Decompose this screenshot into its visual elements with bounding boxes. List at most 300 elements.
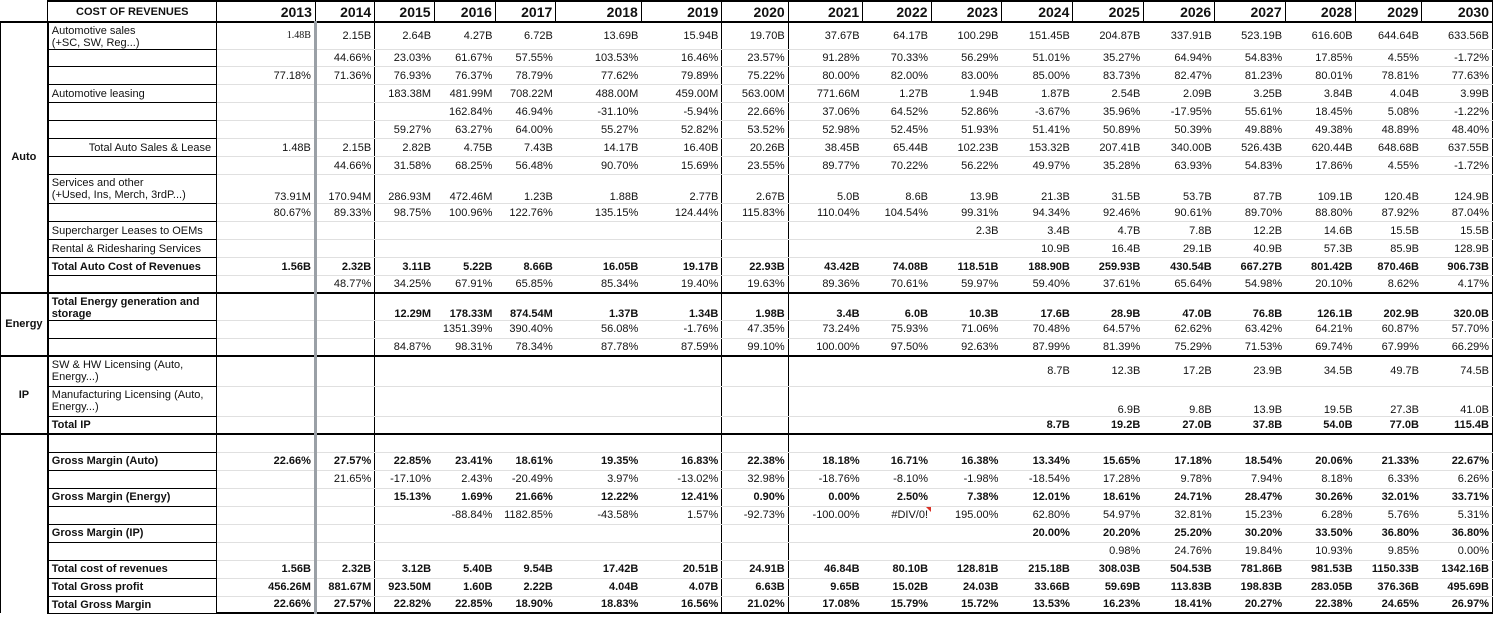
value-cell[interactable]: 151.45B [1001,22,1072,50]
value-cell[interactable]: 51.01% [1001,50,1072,67]
value-cell[interactable]: 24.03B [931,578,1001,596]
value-cell[interactable]: 17.85% [1285,50,1355,67]
value-cell[interactable]: 81.39% [1073,338,1143,356]
value-cell[interactable]: 52.82% [641,121,721,139]
value-cell[interactable]: 16.23% [1073,596,1143,613]
value-cell[interactable]: 30.20% [1215,524,1285,542]
value-cell[interactable]: 17.28% [1073,470,1143,488]
value-cell[interactable] [931,386,1001,416]
value-cell[interactable] [931,416,1001,434]
value-cell[interactable] [641,416,721,434]
row-label[interactable]: Total cost of revenues [48,560,217,578]
value-cell[interactable]: 22.93B [722,258,788,276]
value-cell[interactable]: 1150.33B [1356,560,1422,578]
row-label[interactable]: Total Gross profit [48,578,217,596]
value-cell[interactable]: -1.72% [1422,157,1493,175]
value-cell[interactable] [315,386,374,416]
value-cell[interactable]: 18.18% [788,452,862,470]
value-cell[interactable]: 1.48B [217,139,316,157]
value-cell[interactable]: -43.58% [556,506,642,524]
value-cell[interactable]: 17.2B [1143,356,1214,386]
value-cell[interactable]: 34.5B [1285,356,1355,386]
value-cell[interactable]: 7.43B [495,139,555,157]
value-cell[interactable] [217,85,316,103]
year-header[interactable]: 2025 [1073,1,1143,22]
value-cell[interactable]: -17.10% [375,470,434,488]
value-cell[interactable]: 52.45% [863,121,931,139]
value-cell[interactable]: #DIV/0! [863,506,931,524]
value-cell[interactable] [434,222,495,240]
value-cell[interactable]: 188.90B [1001,258,1072,276]
value-cell[interactable]: 85.9B [1356,240,1422,258]
value-cell[interactable]: 488.00M [556,85,642,103]
value-cell[interactable]: 337.91B [1143,22,1214,50]
value-cell[interactable] [495,416,555,434]
value-cell[interactable]: 32.81% [1143,506,1214,524]
value-cell[interactable]: 81.23% [1215,67,1285,85]
value-cell[interactable]: 20.10% [1285,276,1355,293]
value-cell[interactable]: 35.27% [1073,50,1143,67]
value-cell[interactable]: 89.33% [315,204,374,222]
value-cell[interactable]: 104.54% [863,204,931,222]
value-cell[interactable] [1422,434,1493,452]
row-label[interactable] [48,542,217,560]
value-cell[interactable] [315,356,374,386]
value-cell[interactable] [217,542,316,560]
value-cell[interactable]: 75.22% [722,67,788,85]
value-cell[interactable] [315,434,374,452]
value-cell[interactable]: 17.18% [1143,452,1214,470]
value-cell[interactable]: 16.56% [641,596,721,613]
row-label[interactable] [48,470,217,488]
row-label[interactable] [48,356,217,386]
value-cell[interactable] [217,524,316,542]
value-cell[interactable]: 4.55% [1356,157,1422,175]
value-cell[interactable] [315,542,374,560]
value-cell[interactable] [217,50,316,67]
value-cell[interactable]: 33.66B [1001,578,1072,596]
value-cell[interactable]: 13.9B [1215,386,1285,416]
value-cell[interactable] [217,157,316,175]
value-cell[interactable]: 70.48% [1001,320,1072,338]
value-cell[interactable]: 23.41% [434,452,495,470]
value-cell[interactable] [434,542,495,560]
value-cell[interactable]: 8.7B [1001,416,1072,434]
value-cell[interactable]: 74.5B [1422,356,1493,386]
value-cell[interactable]: 24.76% [1143,542,1214,560]
value-cell[interactable] [315,121,374,139]
value-cell[interactable]: 84.87% [375,338,434,356]
table-title[interactable]: COST OF REVENUES [48,1,217,22]
value-cell[interactable]: 51.93% [931,121,1001,139]
value-cell[interactable]: 472.46M [434,175,495,204]
value-cell[interactable]: 12.22% [556,488,642,506]
value-cell[interactable]: 870.46B [1356,258,1422,276]
value-cell[interactable]: 7.38% [931,488,1001,506]
value-cell[interactable]: 4.7B [1073,222,1143,240]
value-cell[interactable] [375,542,434,560]
value-cell[interactable]: 18.41% [1143,596,1214,613]
value-cell[interactable]: 14.6B [1285,222,1355,240]
value-cell[interactable] [375,320,434,338]
value-cell[interactable] [788,542,862,560]
value-cell[interactable] [434,356,495,386]
value-cell[interactable]: 3.84B [1285,85,1355,103]
row-label[interactable]: Gross Margin (Auto) [48,452,217,470]
value-cell[interactable]: 23.55% [722,157,788,175]
value-cell[interactable]: 78.34% [495,338,555,356]
value-cell[interactable]: 110.04% [788,204,862,222]
value-cell[interactable]: 17.42B [556,560,642,578]
value-cell[interactable]: 30.26% [1285,488,1355,506]
value-cell[interactable]: 29.1B [1143,240,1214,258]
value-cell[interactable]: 801.42B [1285,258,1355,276]
year-header[interactable]: 2029 [1356,1,1422,22]
value-cell[interactable]: -100.00% [788,506,862,524]
year-header[interactable]: 2026 [1143,1,1214,22]
value-cell[interactable]: 49.7B [1356,356,1422,386]
value-cell[interactable]: 56.48% [495,157,555,175]
value-cell[interactable]: 22.85% [434,596,495,613]
value-cell[interactable]: 64.17B [863,22,931,50]
year-header[interactable]: 2030 [1422,1,1493,22]
value-cell[interactable]: 16.05B [556,258,642,276]
value-cell[interactable]: 2.82B [375,139,434,157]
value-cell[interactable]: 19.2B [1073,416,1143,434]
value-cell[interactable]: 77.63% [1422,67,1493,85]
value-cell[interactable]: 19.35% [556,452,642,470]
value-cell[interactable] [556,222,642,240]
value-cell[interactable]: 24.65% [1356,596,1422,613]
value-cell[interactable] [863,416,931,434]
year-header[interactable]: 2016 [434,1,495,22]
value-cell[interactable]: 85.34% [556,276,642,293]
value-cell[interactable] [788,240,862,258]
value-cell[interactable] [722,542,788,560]
value-cell[interactable]: 50.39% [1143,121,1214,139]
value-cell[interactable]: 5.76% [1356,506,1422,524]
value-cell[interactable]: 59.27% [375,121,434,139]
row-label[interactable] [48,50,217,67]
value-cell[interactable]: 1.23B [495,175,555,204]
value-cell[interactable]: 64.00% [495,121,555,139]
value-cell[interactable]: 23.57% [722,50,788,67]
value-cell[interactable]: 923.50M [375,578,434,596]
value-cell[interactable] [434,434,495,452]
value-cell[interactable]: 6.33% [1356,470,1422,488]
value-cell[interactable]: 100.96% [434,204,495,222]
value-cell[interactable]: 153.32B [1001,139,1072,157]
value-cell[interactable]: 10.3B [931,293,1001,321]
value-cell[interactable]: 48.77% [315,276,374,293]
value-cell[interactable]: 198.83B [1215,578,1285,596]
value-cell[interactable] [641,240,721,258]
value-cell[interactable]: 215.18B [1001,560,1072,578]
value-cell[interactable]: 80.01% [1285,67,1355,85]
value-cell[interactable] [375,524,434,542]
value-cell[interactable] [863,356,931,386]
value-cell[interactable] [863,240,931,258]
value-cell[interactable] [641,222,721,240]
row-label[interactable]: Automotive leasing [48,85,217,103]
value-cell[interactable]: 320.0B [1422,293,1493,321]
value-cell[interactable]: 91.28% [788,50,862,67]
value-cell[interactable]: 79.89% [641,67,721,85]
value-cell[interactable]: 54.0B [1285,416,1355,434]
row-label[interactable]: Gross Margin (Energy) [48,488,217,506]
value-cell[interactable]: 18.61% [1073,488,1143,506]
value-cell[interactable]: 22.82% [375,596,434,613]
value-cell[interactable]: 8.7B [1001,356,1072,386]
value-cell[interactable]: 63.27% [434,121,495,139]
value-cell[interactable]: 16.46% [641,50,721,67]
section-label[interactable] [1,434,48,613]
value-cell[interactable]: 55.27% [556,121,642,139]
value-cell[interactable]: 21.3B [1001,175,1072,204]
value-cell[interactable]: 1182.85% [495,506,555,524]
value-cell[interactable]: 38.45B [788,139,862,157]
value-cell[interactable] [556,416,642,434]
value-cell[interactable]: 20.00% [1001,524,1072,542]
value-cell[interactable]: 48.89% [1356,121,1422,139]
value-cell[interactable]: 53.7B [1143,175,1214,204]
value-cell[interactable] [434,524,495,542]
value-cell[interactable]: -18.54% [1001,470,1072,488]
value-cell[interactable] [788,356,862,386]
value-cell[interactable] [722,416,788,434]
value-cell[interactable]: 1.88B [556,175,642,204]
value-cell[interactable]: 115.4B [1422,416,1493,434]
value-cell[interactable]: -88.84% [434,506,495,524]
value-cell[interactable]: 24.71% [1143,488,1214,506]
value-cell[interactable] [863,434,931,452]
value-cell[interactable] [217,356,316,386]
value-cell[interactable]: 64.94% [1143,50,1214,67]
value-cell[interactable]: 8.6B [863,175,931,204]
value-cell[interactable] [315,338,374,356]
value-cell[interactable]: 60.87% [1356,320,1422,338]
value-cell[interactable] [217,121,316,139]
value-cell[interactable]: 1342.16B [1422,560,1493,578]
value-cell[interactable]: 103.53% [556,50,642,67]
value-cell[interactable] [931,434,1001,452]
value-cell[interactable]: 80.00% [788,67,862,85]
value-cell[interactable]: 2.50% [863,488,931,506]
row-label[interactable] [48,175,217,204]
value-cell[interactable] [863,542,931,560]
row-label[interactable] [48,103,217,121]
value-cell[interactable]: 15.79% [863,596,931,613]
value-cell[interactable]: 19.84% [1215,542,1285,560]
value-cell[interactable] [217,293,316,321]
value-cell[interactable]: 54.98% [1215,276,1285,293]
value-cell[interactable] [315,103,374,121]
value-cell[interactable]: 3.4B [1001,222,1072,240]
value-cell[interactable]: 44.66% [315,157,374,175]
value-cell[interactable] [556,542,642,560]
value-cell[interactable]: 459.00M [641,85,721,103]
value-cell[interactable]: 2.32B [315,258,374,276]
value-cell[interactable]: 23.03% [375,50,434,67]
value-cell[interactable]: 64.21% [1285,320,1355,338]
value-cell[interactable] [217,320,316,338]
value-cell[interactable]: 6.63B [722,578,788,596]
value-cell[interactable]: 3.25B [1215,85,1285,103]
value-cell[interactable]: 2.15B [315,22,374,50]
value-cell[interactable]: 2.32B [315,560,374,578]
value-cell[interactable]: 46.94% [495,103,555,121]
value-cell[interactable]: 77.62% [556,67,642,85]
value-cell[interactable]: 22.66% [217,596,316,613]
value-cell[interactable]: 87.78% [556,338,642,356]
row-label[interactable]: Total Gross Margin [48,596,217,613]
value-cell[interactable]: 162.84% [434,103,495,121]
value-cell[interactable]: 52.86% [931,103,1001,121]
value-cell[interactable] [315,320,374,338]
value-cell[interactable]: 1.34B [641,293,721,321]
value-cell[interactable]: 15.94B [641,22,721,50]
year-header[interactable]: 2019 [641,1,721,22]
value-cell[interactable]: 113.83B [1143,578,1214,596]
value-cell[interactable]: 37.61% [1073,276,1143,293]
row-label[interactable] [48,338,217,356]
value-cell[interactable]: 12.29M [375,293,434,321]
value-cell[interactable]: 1.27B [863,85,931,103]
value-cell[interactable]: 67.99% [1356,338,1422,356]
value-cell[interactable]: 183.38M [375,85,434,103]
value-cell[interactable]: 59.69B [1073,578,1143,596]
value-cell[interactable] [863,386,931,416]
value-cell[interactable]: 59.40% [1001,276,1072,293]
value-cell[interactable]: 2.22B [495,578,555,596]
value-cell[interactable]: 46.84B [788,560,862,578]
value-cell[interactable]: 4.27B [434,22,495,50]
year-header[interactable]: 2028 [1285,1,1355,22]
value-cell[interactable]: 504.53B [1143,560,1214,578]
value-cell[interactable]: 71.53% [1215,338,1285,356]
value-cell[interactable]: 22.38% [722,452,788,470]
value-cell[interactable]: 259.93B [1073,258,1143,276]
value-cell[interactable] [863,524,931,542]
value-cell[interactable]: 563.00M [722,85,788,103]
value-cell[interactable]: 15.02B [863,578,931,596]
value-cell[interactable]: 430.54B [1143,258,1214,276]
value-cell[interactable]: 128.9B [1422,240,1493,258]
value-cell[interactable]: 128.81B [931,560,1001,578]
value-cell[interactable]: 70.61% [863,276,931,293]
value-cell[interactable]: 82.00% [863,67,931,85]
value-cell[interactable]: 124.9B [1422,175,1493,204]
value-cell[interactable] [788,524,862,542]
value-cell[interactable]: 4.75B [434,139,495,157]
value-cell[interactable] [495,222,555,240]
value-cell[interactable]: 65.85% [495,276,555,293]
value-cell[interactable]: 83.00% [931,67,1001,85]
value-cell[interactable]: 12.41% [641,488,721,506]
value-cell[interactable]: 90.61% [1143,204,1214,222]
value-cell[interactable]: 1.69% [434,488,495,506]
value-cell[interactable]: 36.80% [1422,524,1493,542]
value-cell[interactable]: 99.10% [722,338,788,356]
value-cell[interactable]: -1.22% [1422,103,1493,121]
value-cell[interactable]: 15.5B [1422,222,1493,240]
value-cell[interactable]: 6.9B [1073,386,1143,416]
value-cell[interactable]: 22.67% [1422,452,1493,470]
value-cell[interactable]: -3.67% [1001,103,1072,121]
value-cell[interactable]: 70.33% [863,50,931,67]
value-cell[interactable]: 644.64B [1356,22,1422,50]
value-cell[interactable]: 25.20% [1143,524,1214,542]
value-cell[interactable]: 90.70% [556,157,642,175]
value-cell[interactable]: 195.00% [931,506,1001,524]
value-cell[interactable]: 51.41% [1001,121,1072,139]
value-cell[interactable]: 75.29% [1143,338,1214,356]
value-cell[interactable]: 78.79% [495,67,555,85]
value-cell[interactable]: 283.05B [1285,578,1355,596]
value-cell[interactable] [217,338,316,356]
value-cell[interactable] [315,222,374,240]
value-cell[interactable]: 83.73% [1073,67,1143,85]
value-cell[interactable] [641,524,721,542]
value-cell[interactable]: -31.10% [556,103,642,121]
value-cell[interactable]: 286.93M [375,175,434,204]
value-cell[interactable]: 73.91M [217,175,316,204]
value-cell[interactable]: -1.76% [641,320,721,338]
value-cell[interactable]: 89.70% [1215,204,1285,222]
value-cell[interactable]: 8.66B [495,258,555,276]
value-cell[interactable]: 33.50% [1285,524,1355,542]
year-header[interactable]: 2021 [788,1,862,22]
value-cell[interactable]: 54.97% [1073,506,1143,524]
value-cell[interactable]: 15.72% [931,596,1001,613]
value-cell[interactable]: 32.01% [1356,488,1422,506]
value-cell[interactable] [375,103,434,121]
value-cell[interactable]: 1.56B [217,258,316,276]
row-label[interactable] [48,67,217,85]
value-cell[interactable]: 781.86B [1215,560,1285,578]
value-cell[interactable]: 32.98% [722,470,788,488]
value-cell[interactable] [556,434,642,452]
value-cell[interactable]: 56.29% [931,50,1001,67]
value-cell[interactable]: -1.72% [1422,50,1493,67]
value-cell[interactable]: 3.99B [1422,85,1493,103]
value-cell[interactable]: 18.90% [495,596,555,613]
value-cell[interactable] [788,386,862,416]
value-cell[interactable]: 49.88% [1215,121,1285,139]
year-header[interactable]: 2013 [217,1,316,22]
value-cell[interactable]: 12.01% [1001,488,1072,506]
value-cell[interactable]: 12.3B [1073,356,1143,386]
value-cell[interactable]: 40.9B [1215,240,1285,258]
value-cell[interactable]: 16.71% [863,452,931,470]
value-cell[interactable]: 27.0B [1143,416,1214,434]
value-cell[interactable]: 20.26B [722,139,788,157]
value-cell[interactable]: 73.24% [788,320,862,338]
value-cell[interactable]: 80.10B [863,560,931,578]
value-cell[interactable]: 3.97% [556,470,642,488]
value-cell[interactable]: 27.57% [315,596,374,613]
value-cell[interactable] [217,386,316,416]
value-cell[interactable] [495,434,555,452]
value-cell[interactable]: 20.06% [1285,452,1355,470]
value-cell[interactable]: 16.83% [641,452,721,470]
value-cell[interactable] [1143,434,1214,452]
value-cell[interactable]: 126.1B [1285,293,1355,321]
value-cell[interactable] [375,506,434,524]
value-cell[interactable]: 8.62% [1356,276,1422,293]
value-cell[interactable]: 3.12B [375,560,434,578]
value-cell[interactable]: 17.86% [1285,157,1355,175]
